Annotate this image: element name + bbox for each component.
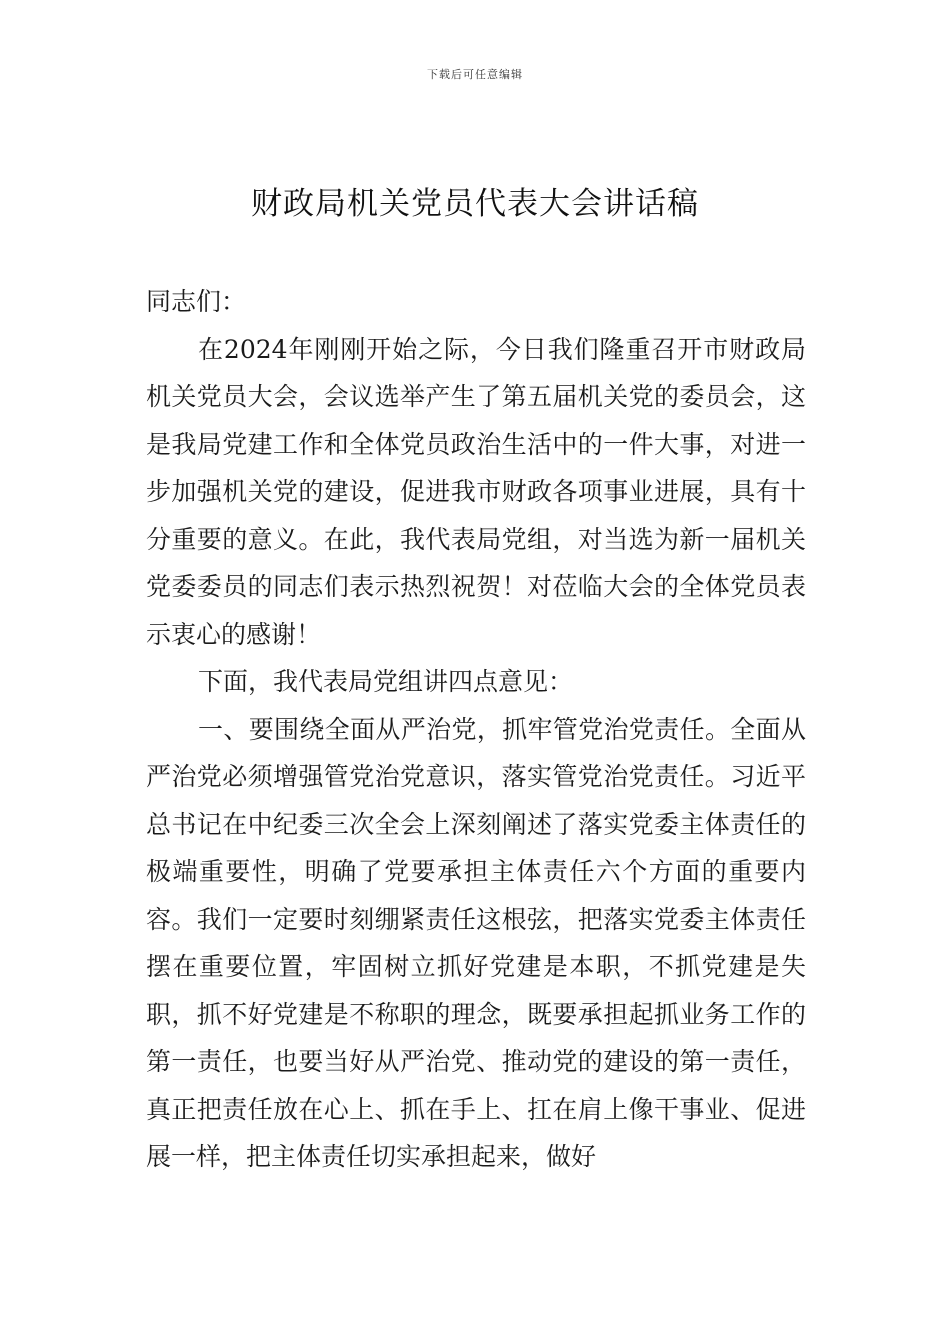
- document-title: 财政局机关党员代表大会讲话稿: [251, 186, 699, 222]
- salutation: 同志们：: [146, 287, 247, 316]
- paragraph-opening: 在2024年刚刚开始之际，今日我们隆重召开市财政局机关党员大会，会议选举产生了第五届机关党的委员会，这是我局党建工作和全体党员政治生活中的一件大事，对进一步加强机关党的建设，促进我市财政各项事业进展，具有十分重要的意义。在此，我代表局党组，对当选为新一届机关党委委员的同志们表示热烈祝贺！对莅临大会的全体党员表示衷心的感谢！: [146, 334, 806, 649]
- header-note: 下载后可任意编辑: [427, 68, 523, 81]
- paragraph-intro-points: 下面，我代表局党组讲四点意见：: [198, 667, 574, 696]
- document-body: [146, 278, 806, 1181]
- paragraph-point-one: 一、要围绕全面从严治党，抓牢管党治党责任。全面从严治党必须增强管党治党意识，落实管党治党责任。习近平总书记在中纪委三次全会上深刻阐述了落实党委主体责任的极端重要性，明确了党要承担主体责任六个方面的重要内容。我们一定要时刻绷紧责任这根弦，把落实党委主体责任摆在重要位置，牢固树立抓好党建是本职，不抓党建是失职，抓不好党建是不称职的理念，既要承担起抓业务工作的第一责任，也要当好从严治党、推动党的建设的第一责任，真正把责任放在心上、抓在手上、扛在肩上像干事业、促进展一样，把主体责任切实承担起来，做好: [146, 714, 806, 1171]
